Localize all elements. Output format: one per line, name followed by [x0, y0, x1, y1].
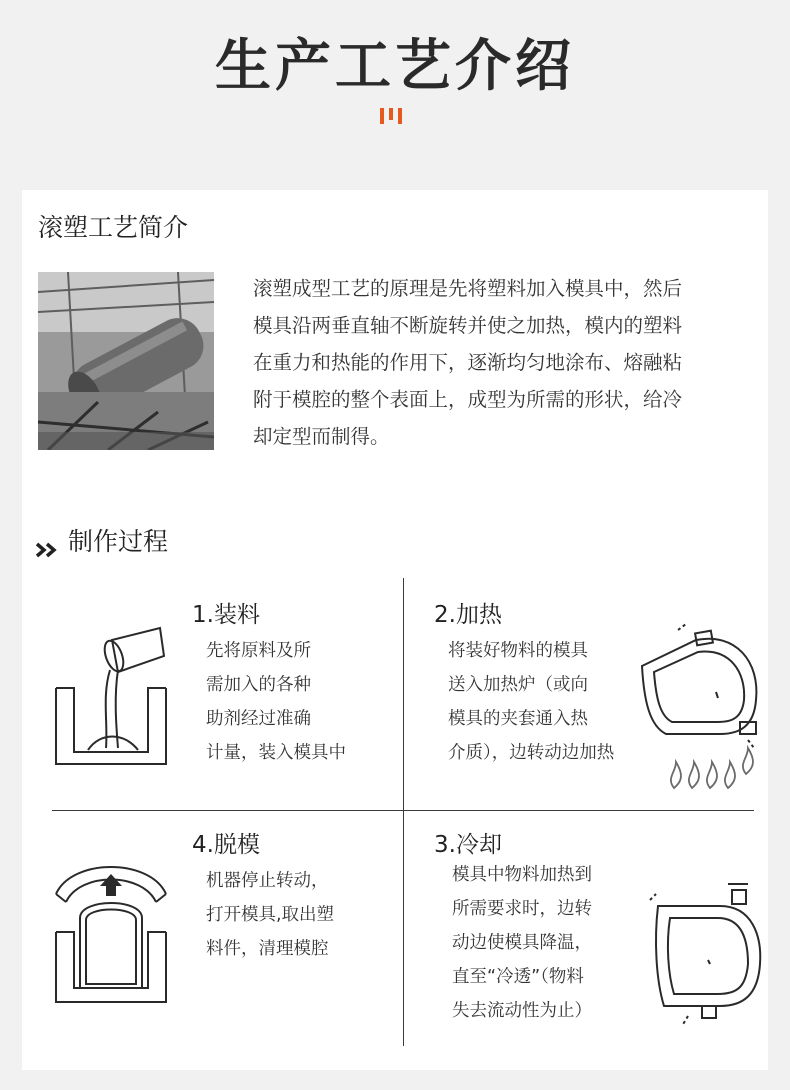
process-heading: 制作过程 [68, 527, 169, 556]
factory-photo [38, 272, 214, 450]
step-description [206, 634, 346, 770]
step-line: 将装好物料的模具 [448, 641, 588, 661]
intro-line: 在重力和热能的作用下，逐渐均匀地涂布、熔融粘 [253, 351, 683, 374]
intro-paragraph [253, 270, 743, 455]
intro-line: 却定型而制得。 [253, 425, 390, 448]
step-line: 介质），边转动边加热 [448, 743, 615, 763]
intro-heading: 滚塑工艺简介 [38, 213, 189, 242]
step-line: 助剂经过准确 [206, 709, 311, 729]
step-line: 机器停止转动， [206, 871, 329, 891]
step-line: 打开模具,取出塑 [206, 905, 335, 925]
step-line: 模具中物料加热到 [452, 865, 592, 885]
step-title: 2.加热 [434, 602, 502, 628]
intro-line: 滚塑成型工艺的原理是先将塑料加入模具中，然后 [253, 277, 683, 300]
step-line: 先将原料及所 [206, 641, 311, 661]
page-title: 生产工艺介绍 [215, 34, 575, 99]
cooling-mold-illustration [648, 880, 766, 1030]
step-line: 料件，清理模腔 [206, 939, 329, 959]
step-title: 4.脱模 [192, 832, 260, 858]
step-line: 动边使模具降温， [452, 933, 592, 953]
step-description [206, 864, 334, 966]
step-line: 失去流动性为止） [452, 1001, 592, 1021]
intro-line: 模具沿两垂直轴不断旋转并使之加热，模内的塑料 [253, 314, 683, 337]
step-description [448, 634, 614, 770]
demolding-illustration [52, 848, 170, 1008]
step-line: 所需要求时，边转 [452, 899, 592, 919]
title-accent-mark [380, 108, 402, 126]
step-title: 1.装料 [192, 602, 260, 628]
heating-mold-illustration [636, 622, 764, 800]
loading-mold-illustration [52, 626, 170, 766]
step-line: 需加入的各种 [206, 675, 311, 695]
grid-divider-horizontal [52, 810, 754, 811]
double-chevron-icon [36, 540, 62, 560]
step-line: 模具的夹套通入热 [448, 709, 588, 729]
step-title: 3.冷却 [434, 832, 502, 858]
step-line: 直至“冷透”（物料 [452, 967, 584, 987]
step-line: 计量，装入模具中 [206, 743, 346, 763]
grid-divider-vertical [403, 578, 404, 1046]
step-description [452, 858, 592, 1028]
step-line: 送入加热炉（或向 [448, 675, 588, 695]
intro-line: 附于模腔的整个表面上，成型为所需的形状，给冷 [253, 388, 683, 411]
